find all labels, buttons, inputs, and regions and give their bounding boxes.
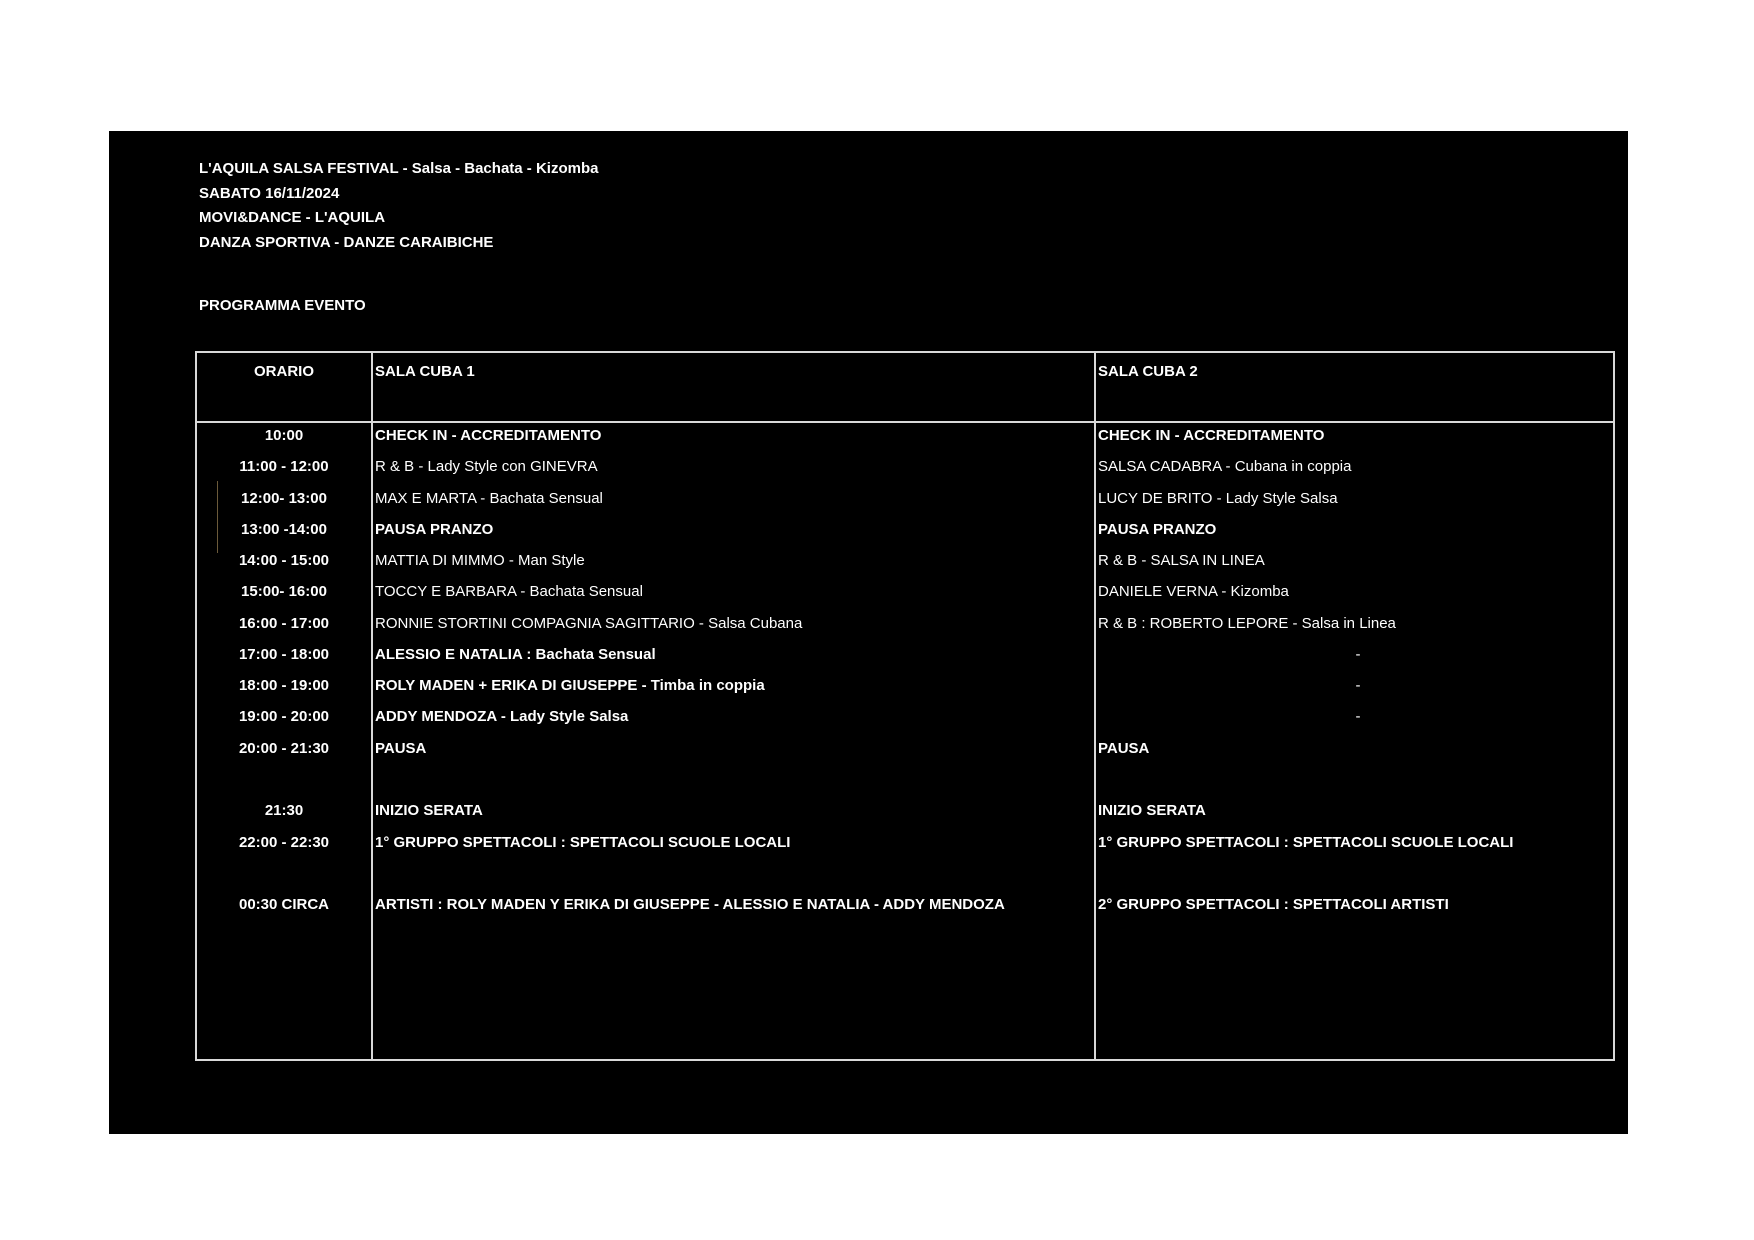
row-sala-2-activity: INIZIO SERATA xyxy=(1098,802,1206,819)
row-sala-1-activity: TOCCY E BARBARA - Bachata Sensual xyxy=(375,583,643,600)
row-sala-1-activity: ALESSIO E NATALIA : Bachata Sensual xyxy=(375,646,656,663)
row-time: 11:00 - 12:00 xyxy=(239,458,329,475)
row-sala-2-activity: CHECK IN - ACCREDITAMENTO xyxy=(1098,427,1325,444)
event-date: SABATO 16/11/2024 xyxy=(199,184,340,202)
program-label: PROGRAMMA EVENTO xyxy=(199,297,366,314)
row-sala-2-activity: 2° GRUPPO SPETTACOLI : SPETTACOLI ARTISTI xyxy=(1098,896,1449,913)
row-sala-1-activity: ARTISTI : ROLY MADEN Y ERIKA DI GIUSEPPE - ALESSIO E NATALIA - ADDY MENDOZA xyxy=(375,896,1005,913)
row-sala-1-activity: CHECK IN - ACCREDITAMENTO xyxy=(375,427,602,444)
row-sala-1-activity: ADDY MENDOZA - Lady Style Salsa xyxy=(375,708,629,725)
column-header-sala-2: SALA CUBA 2 xyxy=(1098,363,1198,380)
event-venue: MOVI&DANCE - L'AQUILA xyxy=(199,209,386,226)
column-header-orario: ORARIO xyxy=(254,363,314,380)
row-sala-2-activity: - xyxy=(1355,677,1361,694)
row-sala-2-activity: PAUSA xyxy=(1098,740,1150,757)
row-sala-2-activity: - xyxy=(1355,708,1361,725)
row-sala-1-activity: INIZIO SERATA xyxy=(375,802,483,819)
schedule-sheet xyxy=(109,131,1628,1134)
row-sala-2-activity: PAUSA PRANZO xyxy=(1098,521,1217,538)
row-sala-2-activity: - xyxy=(1355,646,1361,663)
row-time: 22:00 - 22:30 xyxy=(238,834,330,851)
row-time: 12:00- 13:00 xyxy=(241,490,327,507)
event-title: L'AQUILA SALSA FESTIVAL - Salsa - Bachata - Kizomba xyxy=(199,160,599,177)
row-time: 14:00 - 15:00 xyxy=(238,552,330,569)
row-sala-2-activity: SALSA CADABRA - Cubana in coppia xyxy=(1098,458,1352,475)
column-divider-2 xyxy=(1094,353,1096,1059)
row-time: 18:00 - 19:00 xyxy=(238,677,330,694)
row-sala-1-activity: 1° GRUPPO SPETTACOLI : SPETTACOLI SCUOLE LOCALI xyxy=(375,834,791,851)
row-time: 15:00- 16:00 xyxy=(241,583,327,600)
row-sala-1-activity: PAUSA PRANZO xyxy=(375,521,494,538)
row-sala-2-activity: R & B - SALSA IN LINEA xyxy=(1098,552,1265,569)
row-sala-1-activity: ROLY MADEN + ERIKA DI GIUSEPPE - Timba in coppia xyxy=(375,677,765,694)
row-time: 20:00 - 21:30 xyxy=(238,740,330,757)
row-sala-1-activity: MATTIA DI MIMMO - Man Style xyxy=(375,552,585,569)
row-sala-1-activity: RONNIE STORTINI COMPAGNIA SAGITTARIO - Salsa Cubana xyxy=(375,615,803,632)
row-sala-2-activity: 1° GRUPPO SPETTACOLI : SPETTACOLI SCUOLE LOCALI xyxy=(1098,834,1514,851)
row-sala-2-activity: R & B : ROBERTO LEPORE - Salsa in Linea xyxy=(1098,615,1396,632)
event-header xyxy=(199,157,598,255)
row-time: 21:30 xyxy=(264,802,304,819)
row-time: 17:00 - 18:00 xyxy=(238,646,330,663)
row-sala-2-activity: DANIELE VERNA - Kizomba xyxy=(1098,583,1289,600)
column-header-sala-1: SALA CUBA 1 xyxy=(375,363,475,380)
row-sala-1-activity: R & B - Lady Style con GINEVRA xyxy=(375,458,598,475)
schedule-table xyxy=(195,351,1615,1061)
column-divider-1 xyxy=(371,353,373,1059)
row-time: 00:30 CIRCA xyxy=(238,896,330,913)
row-time: 13:00 -14:00 xyxy=(241,521,327,538)
row-time: 19:00 - 20:00 xyxy=(238,708,330,725)
event-category: DANZA SPORTIVA - DANZE CARAIBICHE xyxy=(199,233,494,251)
row-time: 10:00 xyxy=(264,427,304,444)
row-time: 16:00 - 17:00 xyxy=(238,615,330,632)
row-sala-1-activity: MAX E MARTA - Bachata Sensual xyxy=(375,490,603,507)
row-sala-2-activity: LUCY DE BRITO - Lady Style Salsa xyxy=(1098,490,1338,507)
header-divider xyxy=(197,421,1613,423)
row-sala-1-activity: PAUSA xyxy=(375,740,427,757)
